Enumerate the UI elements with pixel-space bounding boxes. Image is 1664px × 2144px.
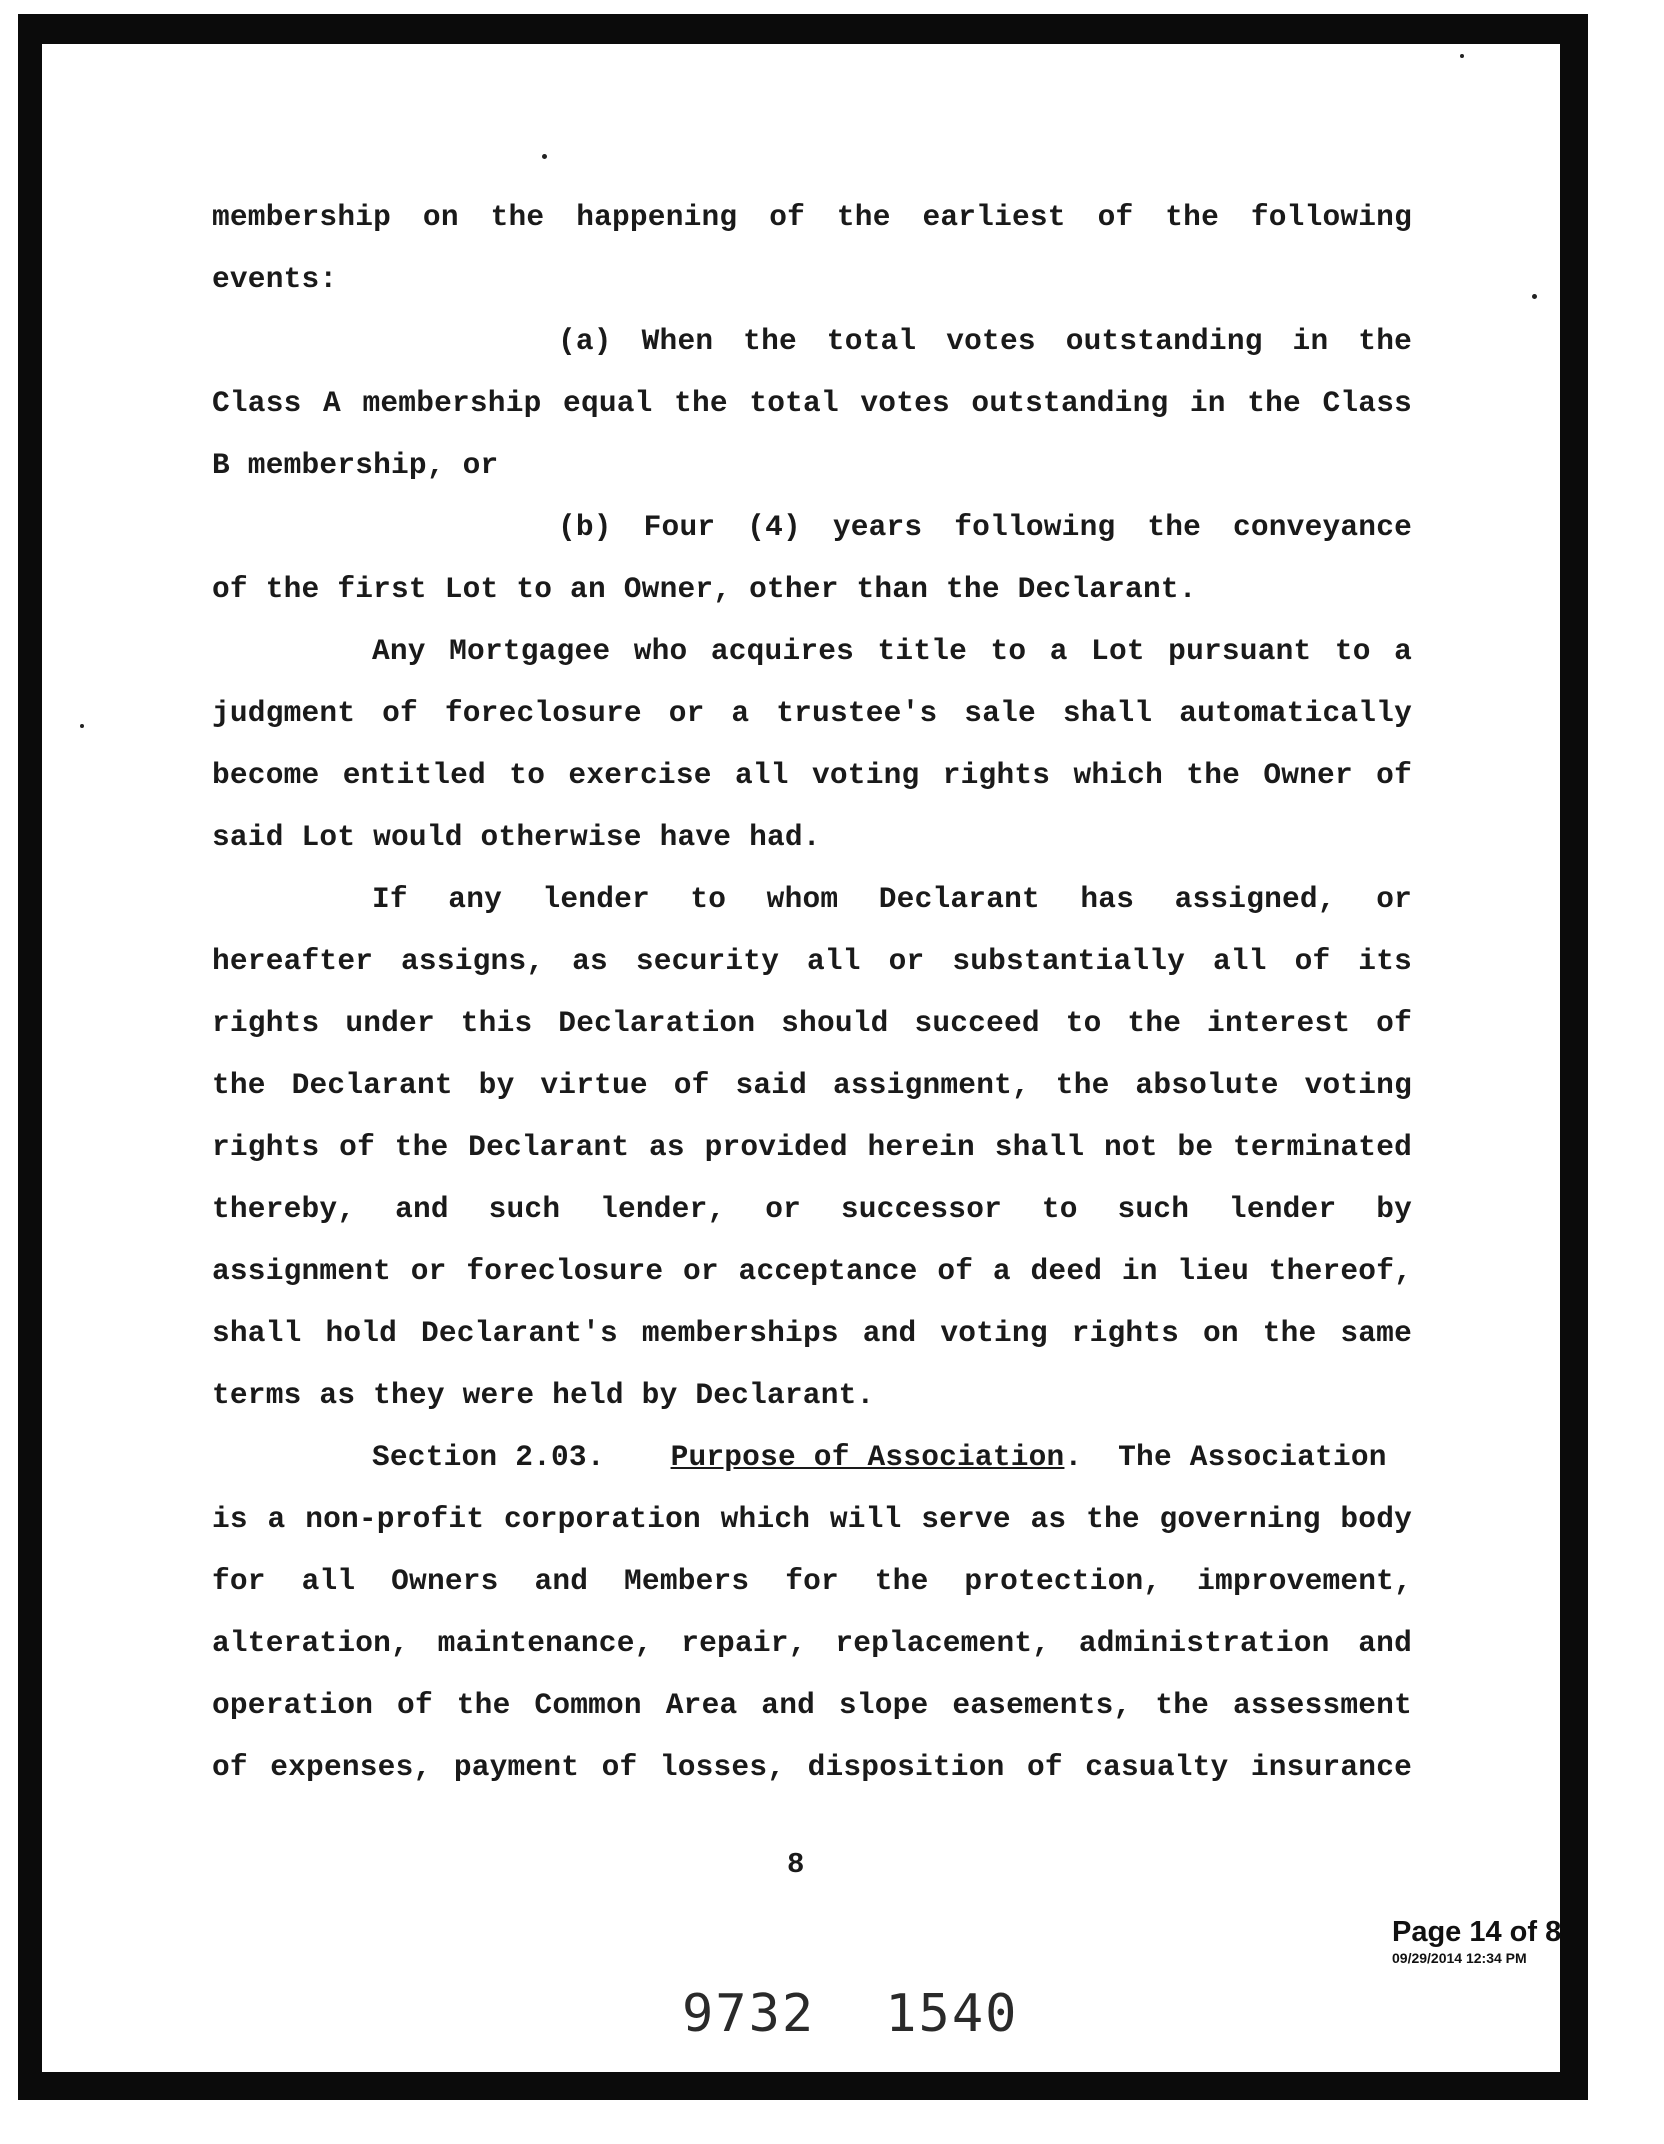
text-line: thereby, and such lender, or successor to such lender by [212, 1192, 1412, 1226]
text-line: hereafter assigns, as security all or substantially all of its [212, 944, 1412, 978]
scan-speck [80, 724, 84, 728]
recording-page-number: 1540 [885, 1984, 1019, 2044]
text-line: events: [212, 262, 338, 296]
scan-border-right [1560, 14, 1588, 2100]
text-line: operation of the Common Area and slope easements, the assessment [212, 1688, 1412, 1722]
text-line: membership on the happening of the earliest of the following [212, 200, 1412, 234]
text-line: become entitled to exercise all voting rights which the Owner of [212, 758, 1412, 792]
text-line: for all Owners and Members for the protection, improvement, [212, 1564, 1412, 1598]
text-line: alteration, maintenance, repair, replacement, administration and [212, 1626, 1412, 1660]
text-line: (a) When the total votes outstanding in the [558, 324, 1412, 358]
text-line: is a non-profit corporation which will serve as the governing body [212, 1502, 1412, 1536]
text-line: terms as they were held by Declarant. [212, 1378, 875, 1412]
recorder-timestamp: 09/29/2014 12:34 PM [1392, 1950, 1527, 1966]
text-line: of expenses, payment of losses, disposition of casualty insurance [212, 1750, 1412, 1784]
recording-book-page [682, 1984, 1018, 2044]
section-lead-text: . The Association [1064, 1440, 1387, 1474]
text-line: said Lot would otherwise have had. [212, 820, 821, 854]
scan-speck [542, 154, 547, 159]
scan-speck [1460, 54, 1464, 58]
scan-border-left [18, 14, 42, 2100]
section-number: Section 2.03. [372, 1440, 605, 1474]
section-title: Purpose of Association [670, 1440, 1065, 1474]
text-line: If any lender to whom Declarant has assigned, or [372, 882, 1412, 916]
text-line: of the first Lot to an Owner, other than the Declarant. [212, 572, 1197, 606]
recorder-page-stamp: Page 14 of 8 [1392, 1916, 1562, 1948]
text-line: rights under this Declaration should succeed to the interest of [212, 1006, 1412, 1040]
text-line: Any Mortgagee who acquires title to a Lot pursuant to a [372, 634, 1412, 668]
text-line: B membership, or [212, 448, 499, 482]
scan-border-top [18, 14, 1588, 44]
recording-book-number: 9732 [682, 1984, 816, 2044]
document-page [42, 44, 1560, 2072]
section-heading-line [212, 1440, 1412, 1474]
text-line: Class A membership equal the total votes outstanding in the Class [212, 386, 1412, 420]
scan-border-bottom [18, 2072, 1588, 2100]
text-line: rights of the Declarant as provided herein shall not be terminated [212, 1130, 1412, 1164]
page-number: 8 [787, 1848, 805, 1881]
text-line: shall hold Declarant's memberships and voting rights on the same [212, 1316, 1412, 1350]
text-line: (b) Four (4) years following the conveyance [558, 510, 1412, 544]
text-line: the Declarant by virtue of said assignment, the absolute voting [212, 1068, 1412, 1102]
scan-speck [1532, 294, 1537, 299]
text-line: assignment or foreclosure or acceptance of a deed in lieu thereof, [212, 1254, 1412, 1288]
text-line: judgment of foreclosure or a trustee's sale shall automatically [212, 696, 1412, 730]
